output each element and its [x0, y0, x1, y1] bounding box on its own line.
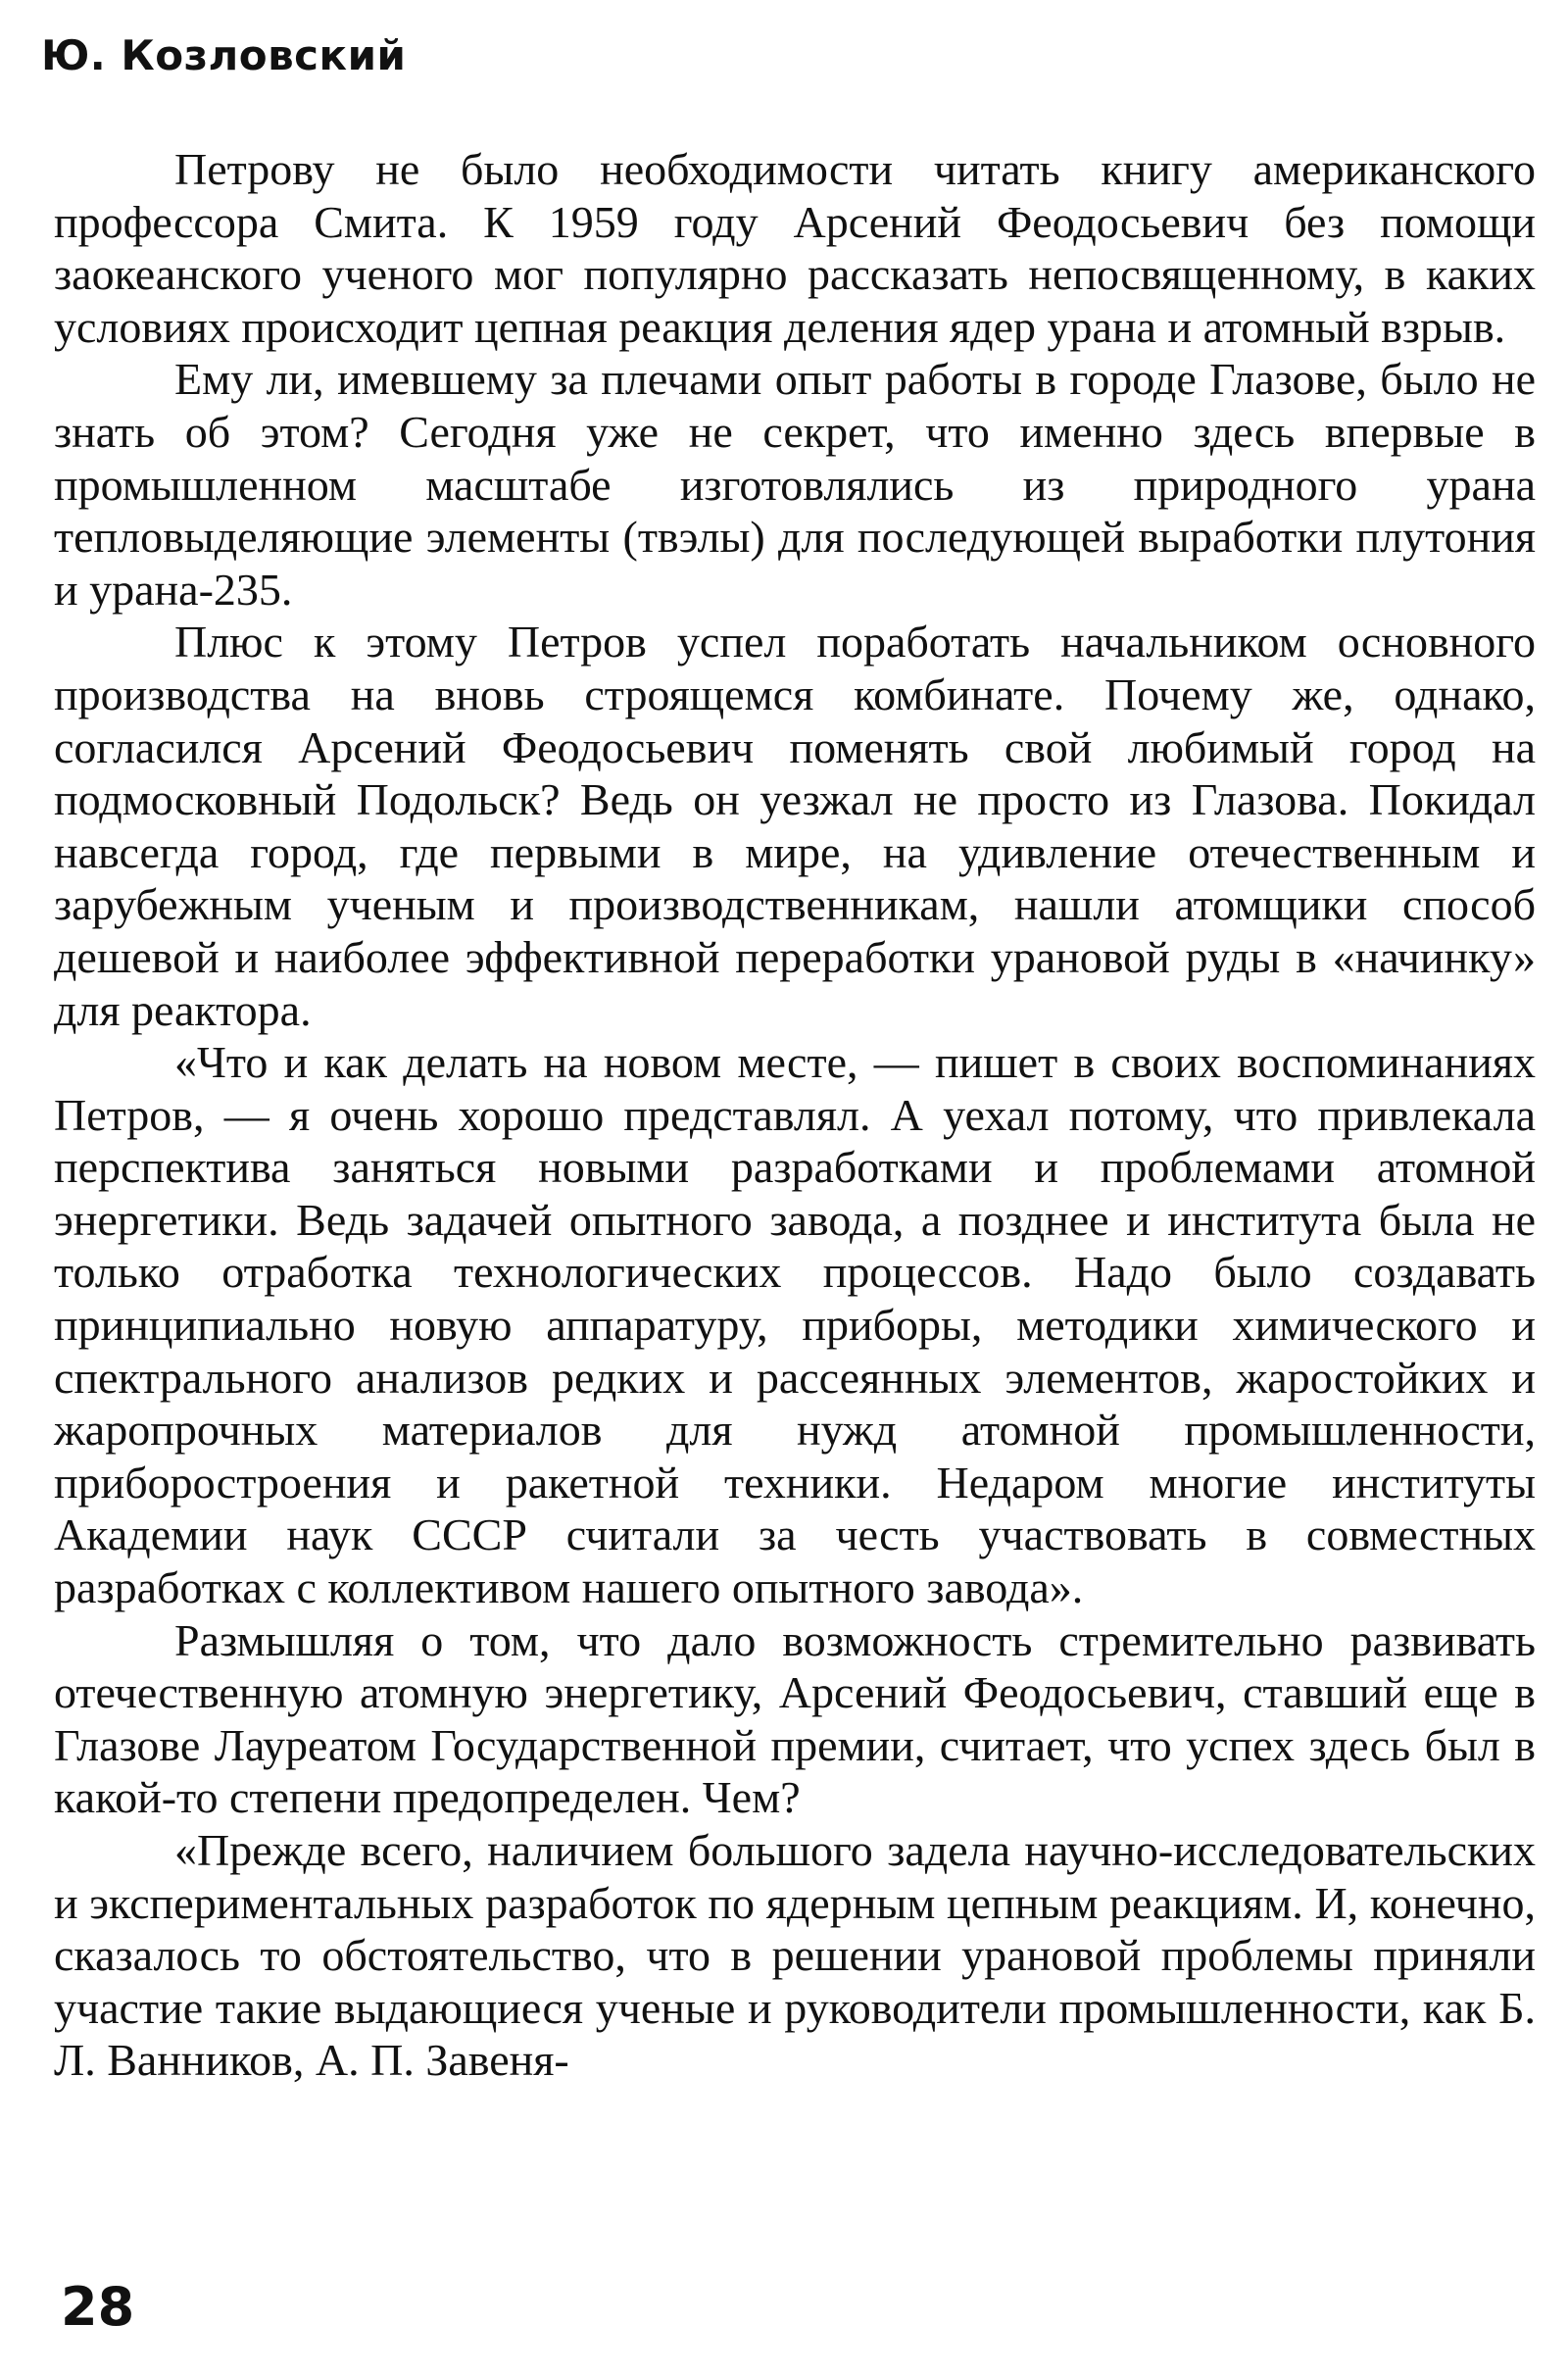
paragraph-4: «Что и как делать на новом месте, — пишет в своих воспоминаниях Петров, — я очень хорошо представлял. А уехал потому, что привлекала перспектива заняться новыми разработками и проблемами атомной энергетики. Ведь задачей опытного завода, а позднее и института была не только отработка технологических процессов. Надо было создавать принципиально новую аппаратуру, приборы, методики химического и спектрального анализов редких и рассеянных элементов, жаростойких и жаропрочных материалов для нужд атомной промышленности, приборостроения и ракетной техники. Недаром многие институты Академии наук СССР считали за честь участвовать в совместных разработках с коллективом нашего опытного завода». [54, 1037, 1536, 1613]
running-head-author: Ю. Козловский [41, 31, 407, 79]
paragraph-6: «Прежде всего, наличием большого задела научно-исследовательских и экспериментальных разработок по ядерным цепным реакциям. И, конечно, сказалось то обстоятельство, что в решении урановой проблемы приняли участие такие выдающиеся ученые и руководители промышленности, как Б. Л. Ванников, А. П. Завеня- [54, 1825, 1536, 2086]
body-text [54, 143, 1536, 2087]
paragraph-3: Плюс к этому Петров успел поработать начальником основного производства на вновь строящемся комбинате. Почему же, однако, согласился Арсений Феодосьевич поменять свой любимый город на подмосковный Подольск? Ведь он уезжал не просто из Глазова. Покидал навсегда город, где первыми в мире, на удивление отечественным и зарубежным ученым и производственникам, нашли атомщики способ дешевой и наиболее эффективной переработки урановой руды в «начинку» для реактора. [54, 617, 1536, 1035]
paragraph-2: Ему ли, имевшему за плечами опыт работы в городе Глазове, было не знать об этом? Сегодня уже не секрет, что именно здесь впервые в промышленном масштабе изготовлялись из природного урана тепловыделяющие элементы (твэлы) для последующей выработки плутония и урана-235. [54, 354, 1536, 615]
paragraph-5: Размышляя о том, что дало возможность стремительно развивать отечественную атомную энергетику, Арсений Феодосьевич, ставший еще в Глазове Лауреатом Государственной премии, считает, что успех здесь был в какой-то степени предопределен. Чем? [54, 1614, 1536, 1823]
paragraph-1: Петрову не было необходимости читать книгу американского профессора Смита. К 1959 году Арсений Феодосьевич без помощи заокеанского ученого мог популярно рассказать непосвященному, в каких условиях происходит цепная реакция деления ядер урана и атомный взрыв. [54, 144, 1536, 352]
page-number: 28 [61, 2276, 135, 2338]
